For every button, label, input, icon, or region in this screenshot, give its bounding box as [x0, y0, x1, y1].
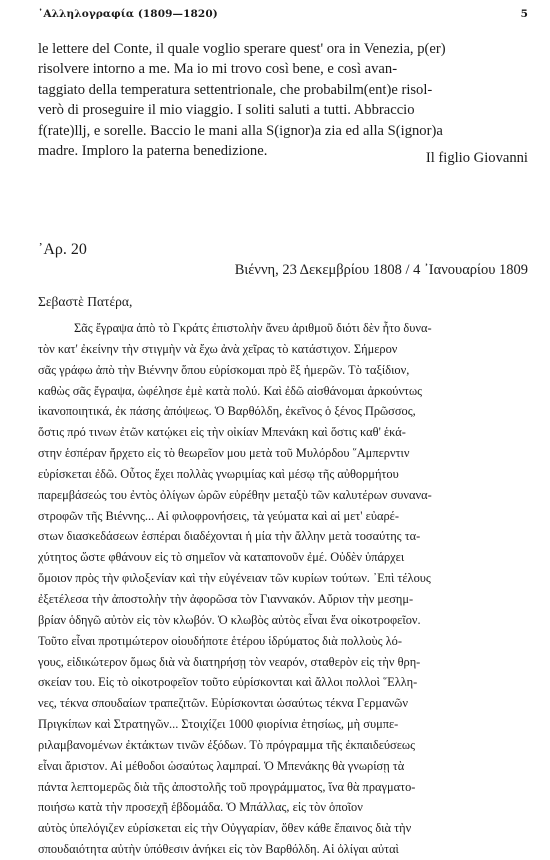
text-line: αὐτὸς ὑπελόγιζεν εὑρίσκεται εἰς τὴν Οὐγγαρίαν, ὅθεν κάθε ἔπαινος διὰ τὴν [38, 821, 412, 836]
letter-body [38, 318, 528, 860]
text-line: εἶναι ἄριστον. Αἱ μέθοδοι ὡσαύτως λαμπραί. Ὁ Μπενάκης θὰ γνωρίσῃ τὰ [38, 758, 405, 773]
letter-dateline: Βιέννη, 23 Δεκεμβρίου 1808 / 4 ᾿Ιανουαρίου 1809 [234, 262, 528, 278]
text-line: ποιήσω κατὰ τὴν προσεχῆ ἑβδομάδα. Ὁ Μπάλλας, εἰς τὸν ὁποῖον [38, 800, 363, 815]
text-line: σπουδαιότητα αὐτὴν ὑπόθεσιν ἀνήκει εἰς τὸν Βαρθόλδη. Αἱ ὀλίγαι αὐταὶ [38, 842, 399, 857]
text-line: ἱκανοποιητικά, ἐκ πάσης ἀπόψεως. Ὁ Βαρθόλδη, ἐκεῖνος ὁ ξένος Πρῶσσος, [38, 404, 416, 419]
text-line: πάντα λεπτομερῶς διὰ τῆς ἀποστολῆς τοῦ προγράμματος, ἵνα θὰ πραγματο- [38, 779, 416, 794]
text-line: ριλαμβανομένων ἐκτάκτων τινῶν ἐξόδων. Τὸ πρόγραμμα τῆς ἐκπαιδεύσεως [38, 737, 415, 752]
text-line: τὸν κατ' ἐκείνην τὴν στιγμὴν νὰ ἔχω ἀνὰ χεῖρας τὸ κατάστιχον. Σήμερον [38, 341, 398, 356]
italian-letter-ending [38, 39, 528, 161]
text-line: verò di proseguire il mio viaggio. I soliti saluti a tutti. Abbraccio [38, 102, 415, 119]
text-line: Σᾶς ἔγραψα ἀπὸ τὸ Γκράτς ἐπιστολὴν ἄνευ ἀριθμοῦ διότι δὲν ἦτο δυνα- [74, 321, 432, 335]
text-line: στην ἑσπέραν ἤρχετο εἰς τὸ θεωρεῖον μου μετὰ τοῦ Μυλόρδου ῞Αμπερντιν [38, 446, 410, 461]
text-line: σᾶς γράφω ἀπὸ τὴν Βιέννην ὅπου εὑρίσκομαι πρὸ ἓξ ἡμερῶν. Τὸ ταξίδιον, [38, 362, 410, 377]
text-line: Πριγκίπων καὶ Στρατηγῶν... Στοιχίζει 1000 φιορίνια ἐτησίως, μὴ συμπε- [38, 717, 399, 732]
text-line: ὅστις πρό τινων ἐτῶν κατῴκει εἰς τὴν οἰκίαν Μπενάκη καὶ ὅστις καθ' ἑκά- [38, 425, 406, 440]
text-line: στων διασκεδάσεων ἑσπέραι διαδέχονται ἡ μία τὴν ἄλλην μετὰ τοσαύτης τα- [38, 529, 421, 544]
running-header [38, 8, 528, 24]
text-line: γους, εἰδικώτερον ὅμως διὰ νὰ διατηρήσῃ τὸν νεαρόν, σταθερὸν εἰς τὴν θρη- [38, 654, 421, 669]
letter-number: ᾿Αρ. 20 [38, 241, 87, 258]
text-line: madre. Imploro la paterna benedizione. [38, 142, 268, 159]
text-line: ἐξετέλεσα τὴν ἀποστολὴν τὴν ἀφορῶσα τὸν Γιαννακόν. Αὔριον τὴν μεσημ- [38, 591, 414, 606]
text-line: f(rate)llj, e sorelle. Baccio le mani alla S(ignor)a zia ed alla S(ignor)a [38, 122, 443, 139]
text-line: καθὼς σᾶς ἔγραψα, ὠφέλησε ἐμὲ κατὰ πολύ. Καὶ ἐδῶ αἰσθάνομαι ἀρκούντως [38, 383, 423, 398]
text-line: εὑρίσκεται ἐδῶ. Οὗτος ἔχει πολλὰς γνωριμίας καὶ μέσῳ τῆς αὐθορμήτου [38, 466, 399, 481]
text-line: taggiato della temperatura settentrionale, che probabilm(ent)e risol- [38, 81, 433, 98]
text-line: risolvere intorno a me. Ma io mi trovo così bene, e così avan- [38, 61, 398, 78]
text-line: στροφῶν τῆς Βιέννης... Αἱ φιλοφρονήσεις, τὰ γεύματα καὶ αἱ μετ' εὐαρέ- [38, 508, 399, 523]
text-line: σκείαν του. Εἰς τὸ οἰκοτροφεῖον τοῦτο εὑρίσκονται καὶ ἄλλοι πολλοὶ ῞Ελλη- [38, 675, 418, 690]
text-line: ὅμοιον πρὸς τὴν φιλοξενίαν καὶ τὴν εὐγένειαν τῶν κυρίων τούτων. ᾿Επὶ τέλους [38, 571, 431, 586]
text-line: βρίαν ὁδηγῶ αὐτὸν εἰς τὸν κλωβόν. Ὁ κλωβὸς αὐτὸς εἶναι ἕνα οἰκοτροφεῖον. [38, 612, 421, 627]
text-line: le lettere del Conte, il quale voglio sperare quest' ora in Venezia, p(er) [38, 41, 446, 57]
running-title: ᾿Αλληλογραφία (1809—1820) [38, 8, 218, 20]
page-number: 5 [520, 8, 528, 20]
text-line: παρεμβάσεώς του ἐντὸς ὀλίγων ὡρῶν εὑρέθην μεταξὺ τῶν καλυτέρων συνανα- [38, 487, 432, 502]
letter-salutation: Σεβαστὲ Πατέρα, [38, 294, 133, 309]
text-line: Τοῦτο εἶναι προτιμώτερον οἱουδήποτε ἑτέρου ἱδρύματος διὰ πολλοὺς λό- [38, 633, 402, 648]
text-line: χύτητος ὥστε φθάνουν εἰς τὸ σημεῖον νὰ καταπονοῦν ἐμέ. Οὐδὲν ὑπάρχει [38, 550, 405, 565]
signature: Il figlio Giovanni [425, 150, 528, 166]
text-line: νες, τέκνα σπουδαίων τραπεζιτῶν. Εὑρίσκονται ὡσαύτως τέκνα Γερμανῶν [38, 696, 408, 711]
